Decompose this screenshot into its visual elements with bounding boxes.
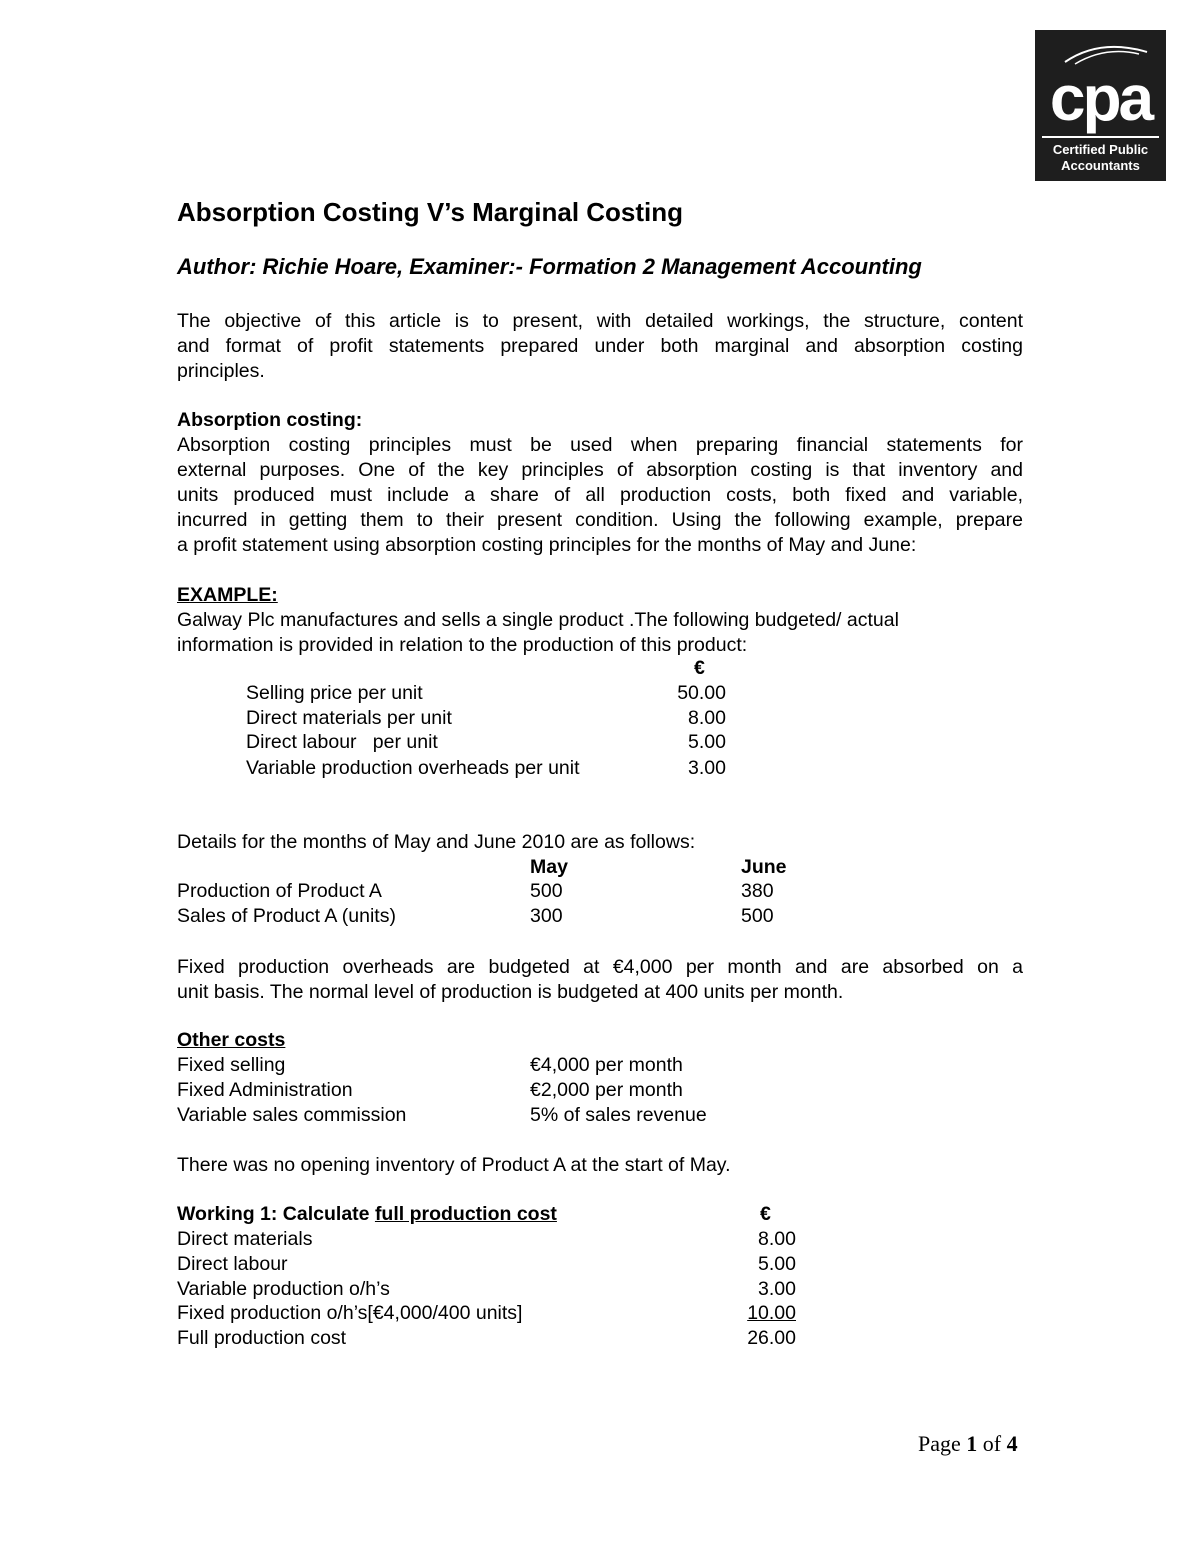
absorption-line-3: units produced must include a share of all production costs, both fixed and variable, <box>177 484 1023 506</box>
intro-line-3: principles. <box>177 360 265 382</box>
other-costs-label: Fixed Administration <box>177 1079 353 1101</box>
cpa-logo <box>1035 30 1166 181</box>
page-total: 4 <box>1006 1431 1018 1456</box>
example-item-label: Direct labour per unit <box>246 731 438 753</box>
logo-divider <box>1042 136 1159 138</box>
fixed-overheads-line-1: Fixed production overheads are budgeted at €4,000 per month and are absorbed on a <box>177 956 1023 978</box>
working1-heading <box>177 1203 557 1226</box>
other-costs-label: Variable sales commission <box>177 1104 407 1126</box>
working1-heading-prefix: Working 1: Calculate <box>177 1203 375 1225</box>
working1-row-value: 10.00 <box>747 1302 796 1324</box>
working1-row-value: 26.00 <box>747 1327 796 1349</box>
details-row-may: 300 <box>530 905 563 927</box>
page-title: Absorption Costing V’s Marginal Costing <box>177 197 684 227</box>
details-intro: Details for the months of May and June 2010 are as follows: <box>177 831 696 853</box>
example-item-value: 8.00 <box>688 707 726 729</box>
of-word: of <box>977 1431 1007 1456</box>
working1-row-value: 5.00 <box>758 1253 796 1275</box>
details-col-may: May <box>530 856 568 878</box>
working1-row-value: 8.00 <box>758 1228 796 1250</box>
absorption-line-4: incurred in getting them to their present condition. Using the following example, prepare <box>177 509 1023 531</box>
working1-row-label: Direct materials <box>177 1228 313 1250</box>
logo-brand: cpa <box>1049 62 1152 134</box>
details-row-may: 500 <box>530 880 563 902</box>
example-section <box>177 583 1023 658</box>
page-current: 1 <box>966 1431 978 1456</box>
example-line-2: information is provided in relation to the production of this product: <box>177 634 748 656</box>
other-costs-label: Fixed selling <box>177 1054 286 1076</box>
working1-row-label: Direct labour <box>177 1253 288 1275</box>
fixed-overheads-paragraph <box>177 955 1023 1005</box>
details-row-label: Production of Product A <box>177 880 382 902</box>
example-line-1: Galway Plc manufactures and sells a single product .The following budgeted/ actual <box>177 609 899 631</box>
absorption-section <box>177 408 1023 558</box>
example-heading: EXAMPLE: <box>177 584 278 606</box>
absorption-heading: Absorption costing: <box>177 409 363 431</box>
absorption-line-1: Absorption costing principles must be used when preparing financial statements for <box>177 434 1023 456</box>
other-costs-heading: Other costs <box>177 1029 286 1051</box>
other-costs-value: €2,000 per month <box>530 1079 683 1101</box>
details-row-june: 380 <box>741 880 774 902</box>
logo-subtitle <box>1035 142 1166 174</box>
example-item-value: 5.00 <box>688 731 726 753</box>
example-item-label: Variable production overheads per unit <box>246 757 580 779</box>
example-item-label: Selling price per unit <box>246 682 423 704</box>
other-costs-value: 5% of sales revenue <box>530 1104 707 1126</box>
details-row-june: 500 <box>741 905 774 927</box>
working1-row-label: Fixed production o/h’s[€4,000/400 units] <box>177 1302 523 1324</box>
details-row-label: Sales of Product A (units) <box>177 905 396 927</box>
intro-paragraph <box>177 309 1023 384</box>
intro-line-1: The objective of this article is to present, with detailed workings, the structure, content <box>177 310 1023 332</box>
other-costs-value: €4,000 per month <box>530 1054 683 1076</box>
intro-line-2: and format of profit statements prepared under both marginal and absorption costing <box>177 335 1023 357</box>
absorption-line-5: a profit statement using absorption costing principles for the months of May and June: <box>177 534 917 556</box>
page-word: Page <box>918 1431 967 1456</box>
working1-row-label: Variable production o/h’s <box>177 1278 390 1300</box>
example-currency-header: € <box>694 657 705 679</box>
author-line: Author: Richie Hoare, Examiner:- Formation 2 Management Accounting <box>177 254 922 279</box>
example-item-label: Direct materials per unit <box>246 707 452 729</box>
fixed-overheads-line-2: unit basis. The normal level of production is budgeted at 400 units per month. <box>177 981 844 1003</box>
absorption-line-2: external purposes. One of the key principles of absorption costing is that inventory and <box>177 459 1023 481</box>
working1-row-label: Full production cost <box>177 1327 347 1349</box>
example-item-value: 50.00 <box>677 682 726 704</box>
working1-heading-underlined: full production cost <box>374 1203 557 1225</box>
opening-inventory-note: There was no opening inventory of Product A at the start of May. <box>177 1154 731 1176</box>
working1-currency-header: € <box>760 1203 771 1225</box>
page-number <box>918 1431 1018 1457</box>
logo-subtitle-line1: Certified Public <box>1052 142 1149 157</box>
logo-subtitle-line2: Accountants <box>1061 158 1140 173</box>
working1-row-value: 3.00 <box>758 1278 796 1300</box>
details-col-june: June <box>741 856 787 878</box>
example-item-value: 3.00 <box>688 757 726 779</box>
